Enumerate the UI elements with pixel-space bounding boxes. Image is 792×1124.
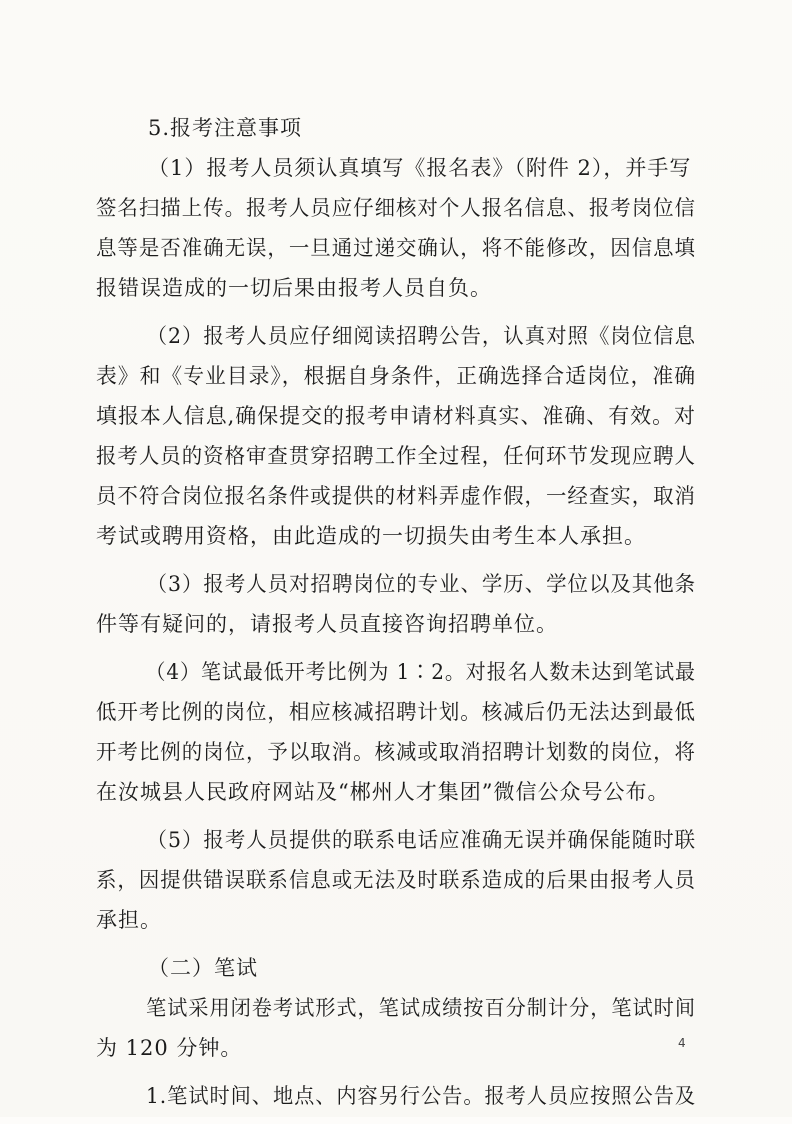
paragraph [96,652,696,812]
paragraph [96,148,696,308]
paragraph [96,988,696,1068]
text-line: 填报本人信息,确保提交的报考申请材料真实、准确、有效。对 [96,404,697,428]
text-line: （1）报考人员须认真填写《报名表》（附件 2），并手写 [148,156,692,180]
text-line: （2）报考人员应仔细阅读招聘公告，认真对照《岗位信息 [146,324,697,348]
text-line: 承担。 [96,908,162,932]
text-line: 息等是否准确无误，一旦通过递交确认，将不能修改，因信息填 [96,236,696,260]
text-line: （4）笔试最低开考比例为 1∶2。对报名人数未达到笔试最 [145,660,696,684]
text-line: 件等有疑问的，请报考人员直接咨询招聘单位。 [96,612,558,636]
text-line: （二）笔试 [148,956,258,980]
text-line: 表》和《专业目录》，根据自身条件，正确选择合适岗位，准确 [96,364,696,388]
text-line: 员不符合岗位报名条件或提供的材料弄虚作假，一经查实，取消 [96,484,696,508]
paragraph [96,316,696,556]
text-line: 开考比例的岗位，予以取消。核减或取消招聘计划数的岗位，将 [96,740,696,764]
text-line: 系，因提供错误联系信息或无法及时联系造成的后果由报考人员 [96,868,696,892]
text-line: 报考人员的资格审查贯穿招聘工作全过程，任何环节发现应聘人 [96,444,696,468]
paragraph [96,820,696,940]
text-line: （3）报考人员对招聘岗位的专业、学历、学位以及其他条 [146,572,697,596]
text-line: 签名扫描上传。报考人员应仔细核对个人报名信息、报考岗位信 [96,196,696,220]
paragraph [96,1076,696,1116]
text-line: 低开考比例的岗位，相应核减招聘计划。核减后仍无法达到最低 [96,700,696,724]
section-heading [96,948,696,988]
section-heading [96,108,696,148]
text-line: 考试或聘用资格，由此造成的一切损失由考生本人承担。 [96,524,646,548]
text-line: 为 120 分钟。 [96,1036,243,1060]
paragraph [96,564,696,644]
text-line: 报错误造成的一切后果由报考人员自负。 [96,276,492,300]
text-line: 笔试采用闭卷考试形式，笔试成绩按百分制计分，笔试时间 [145,996,696,1020]
text-line: 1.笔试时间、地点、内容另行公告。报考人员应按照公告及 [145,1084,697,1108]
document-body [96,108,696,1124]
page-number: 4 [678,1036,686,1050]
text-line: （5）报考人员提供的联系电话应准确无误并确保能随时联 [146,828,697,852]
text-line: 在汝城县人民政府网站及“郴州人才集团”微信公众号公布。 [96,780,670,804]
text-line: 5.报考注意事项 [148,116,303,140]
